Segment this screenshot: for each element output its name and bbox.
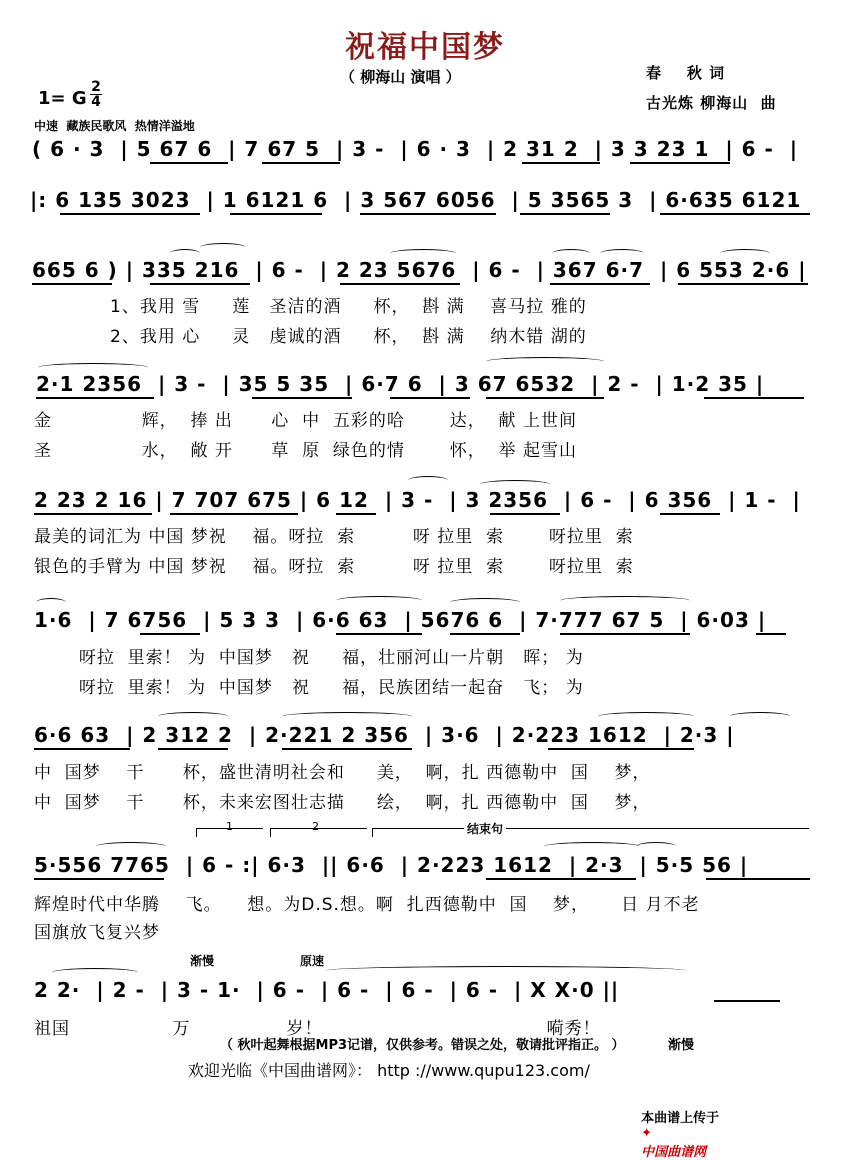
lyricist-credit: 春 秋 词 xyxy=(646,64,726,82)
slur xyxy=(600,249,644,258)
beam xyxy=(170,513,298,515)
ritardando-footer: 渐慢 xyxy=(668,1038,695,1053)
score-row-2: |: 6 135 3023 | 1 6121 6 | 3 567 6056 | 5 3565 3 | 6·635 6121 xyxy=(30,188,802,212)
beam xyxy=(520,213,610,215)
slur xyxy=(598,712,694,721)
beam xyxy=(550,283,650,285)
slur xyxy=(96,842,166,851)
beam xyxy=(340,283,460,285)
beam xyxy=(560,633,690,635)
lyrics-row-3-verse-1: 1、我用 雪 莲 圣洁的酒 杯， 斟 满 喜马拉 雅的 xyxy=(110,297,587,317)
slur xyxy=(560,596,690,605)
beam xyxy=(150,283,250,285)
beam xyxy=(36,397,154,399)
beam xyxy=(486,878,636,880)
tie xyxy=(326,966,686,975)
slur xyxy=(170,249,200,258)
score-row-4: 2·1 2356 | 3 - | 35 5 35 | 6·7 6 | 3 67 6532 | 2 - | 1·2 35 | xyxy=(36,372,765,396)
site-logo-icon: ✦ xyxy=(641,1126,652,1141)
upload-notice xyxy=(632,1092,719,1160)
score-row-5: 2 23 2 16 | 7 707 675 | 6 12 | 3 - | 3 2356 | 6 - | 6 356 | 1 - | xyxy=(34,488,801,512)
beam xyxy=(630,162,730,164)
lyrics-row-7-verse-1: 中 国梦 干 杯，盛世清明社会和 美， 啊，扎 西德勒中 国 梦， xyxy=(34,763,651,783)
beam xyxy=(34,878,164,880)
song-title: 祝福中国梦 xyxy=(345,30,505,65)
slur xyxy=(450,598,520,607)
beam xyxy=(252,397,352,399)
score-row-1: ( 6 · 3 | 5 67 6 | 7 67 5 | 3 - | 6 · 3 | 2 31 2 | 3 3 23 1 | 6 - | xyxy=(32,137,798,161)
lyrics-row-9: 祖国 万 岁！ 嗬秀！ xyxy=(34,1019,601,1039)
transcription-note: （ 秋叶起舞根据MP3记谱，仅供参考。错误之处，敬请批评指正。 ） xyxy=(220,1038,625,1053)
slur xyxy=(336,596,422,605)
beam xyxy=(34,513,152,515)
slur xyxy=(636,842,676,851)
slur xyxy=(390,249,456,258)
time-signature-top: 2 xyxy=(91,79,101,95)
beam xyxy=(486,397,604,399)
beam xyxy=(756,633,786,635)
score-row-6: 1·6 | 7 6756 | 5 3 3 | 6·6 63 | 5676 6 | 7·777 67 5 | 6·03 | xyxy=(34,608,767,632)
beam xyxy=(548,748,694,750)
slur xyxy=(486,357,604,366)
beam xyxy=(450,633,520,635)
tie xyxy=(52,968,138,977)
slur xyxy=(200,243,246,252)
beam xyxy=(158,748,228,750)
slur xyxy=(544,842,640,851)
ritardando-marking: 渐慢 xyxy=(190,954,215,968)
lyrics-row-8-verse-2: 国旗放飞复兴梦 xyxy=(34,923,160,943)
score-row-9: 2 2· | 2 - | 3 - 1· | 6 - | 6 - | 6 - | 6 - | X X·0 || xyxy=(34,978,620,1002)
time-signature xyxy=(90,80,102,109)
volta-1-label: 1 xyxy=(226,820,233,833)
beam xyxy=(660,213,810,215)
beam xyxy=(34,748,130,750)
lyrics-row-3-verse-2: 2、我用 心 灵 虔诚的酒 杯， 斟 满 纳木错 湖的 xyxy=(110,327,587,347)
lyrics-row-6-verse-1: 呀拉 里索！ 为 中国梦 祝 福，壮丽河山一片朝 晖； 为 xyxy=(34,648,584,668)
lyrics-row-5-verse-2: 银色的手臂为 中国 梦祝 福。呀拉 索 呀 拉里 索 呀拉里 索 xyxy=(34,557,634,577)
beam xyxy=(282,748,412,750)
lyrics-row-4-verse-2: 圣 水， 敞 开 草 原 绿色的情 怀， 举 起雪山 xyxy=(34,441,577,461)
a-tempo-marking: 原速 xyxy=(300,954,325,968)
time-signature-bottom: 4 xyxy=(91,94,101,110)
slur xyxy=(720,249,770,258)
ending-label: 结束句 xyxy=(464,820,506,837)
beam xyxy=(706,878,810,880)
welcome-link-text[interactable]: 欢迎光临《中国曲谱网》： http ://www.qupu123.com/ xyxy=(188,1061,590,1080)
slur xyxy=(408,476,448,485)
upload-label: 本曲谱上传于 xyxy=(641,1111,720,1126)
slur xyxy=(36,598,66,607)
score-row-3: 665 6 ) | 335 216 | 6 - | 2 23 5676 | 6 - | 367 6·7 | 6 553 2·6 | xyxy=(32,258,807,282)
slur xyxy=(480,480,550,489)
beam xyxy=(490,513,560,515)
beam xyxy=(522,162,600,164)
beam xyxy=(32,283,112,285)
slur xyxy=(730,712,790,721)
singer-credit: （ 柳海山 演唱 ） xyxy=(340,68,461,86)
beam xyxy=(140,633,200,635)
volta-2-label: 2 xyxy=(312,820,319,833)
beam xyxy=(262,162,340,164)
composer-credit: 古光炼 柳海山 曲 xyxy=(646,94,777,112)
beam xyxy=(714,1000,780,1002)
lyrics-row-7-verse-2: 中 国梦 干 杯，未来宏图壮志描 绘， 啊，扎 西德勒中 国 梦， xyxy=(34,793,651,813)
key-signature: 1= G xyxy=(38,88,87,109)
lyrics-row-4-verse-1: 金 辉， 捧 出 心 中 五彩的哈 达， 献 上世间 xyxy=(34,411,577,431)
beam xyxy=(678,283,808,285)
beam xyxy=(150,162,228,164)
lyrics-row-6-verse-2: 呀拉 里索！ 为 中国梦 祝 福，民族团结一起奋 飞； 为 xyxy=(34,678,584,698)
beam xyxy=(704,397,804,399)
ending-bracket xyxy=(372,828,809,837)
slur xyxy=(282,712,412,721)
beam xyxy=(360,213,496,215)
beam xyxy=(230,213,322,215)
beam xyxy=(60,213,200,215)
slur xyxy=(552,249,590,258)
beam xyxy=(660,513,720,515)
beam xyxy=(336,513,376,515)
tempo-marking: 中速 藏族民歌风 热情洋溢地 xyxy=(34,119,195,133)
beam xyxy=(390,397,470,399)
site-logo-text[interactable]: 中国曲谱网 xyxy=(641,1145,707,1160)
slur xyxy=(38,363,148,372)
beam xyxy=(336,633,422,635)
score-row-7: 6·6 63 | 2 312 2 | 2·221 2 356 | 3·6 | 2·223 1612 | 2·3 | xyxy=(34,723,735,747)
lyrics-row-8-verse-1: 辉煌时代中华腾 飞。 想。为D.S.想。啊 扎西德勒中 国 梦， 日 月不老 xyxy=(34,895,700,915)
slur xyxy=(158,712,228,721)
lyrics-row-5-verse-1: 最美的词汇为 中国 梦祝 福。呀拉 索 呀 拉里 索 呀拉里 索 xyxy=(34,527,634,547)
score-row-8: 5·556 7765 | 6 - :| 6·3 || 6·6 | 2·223 1612 | 2·3 | 5·5 56 | xyxy=(34,853,749,877)
